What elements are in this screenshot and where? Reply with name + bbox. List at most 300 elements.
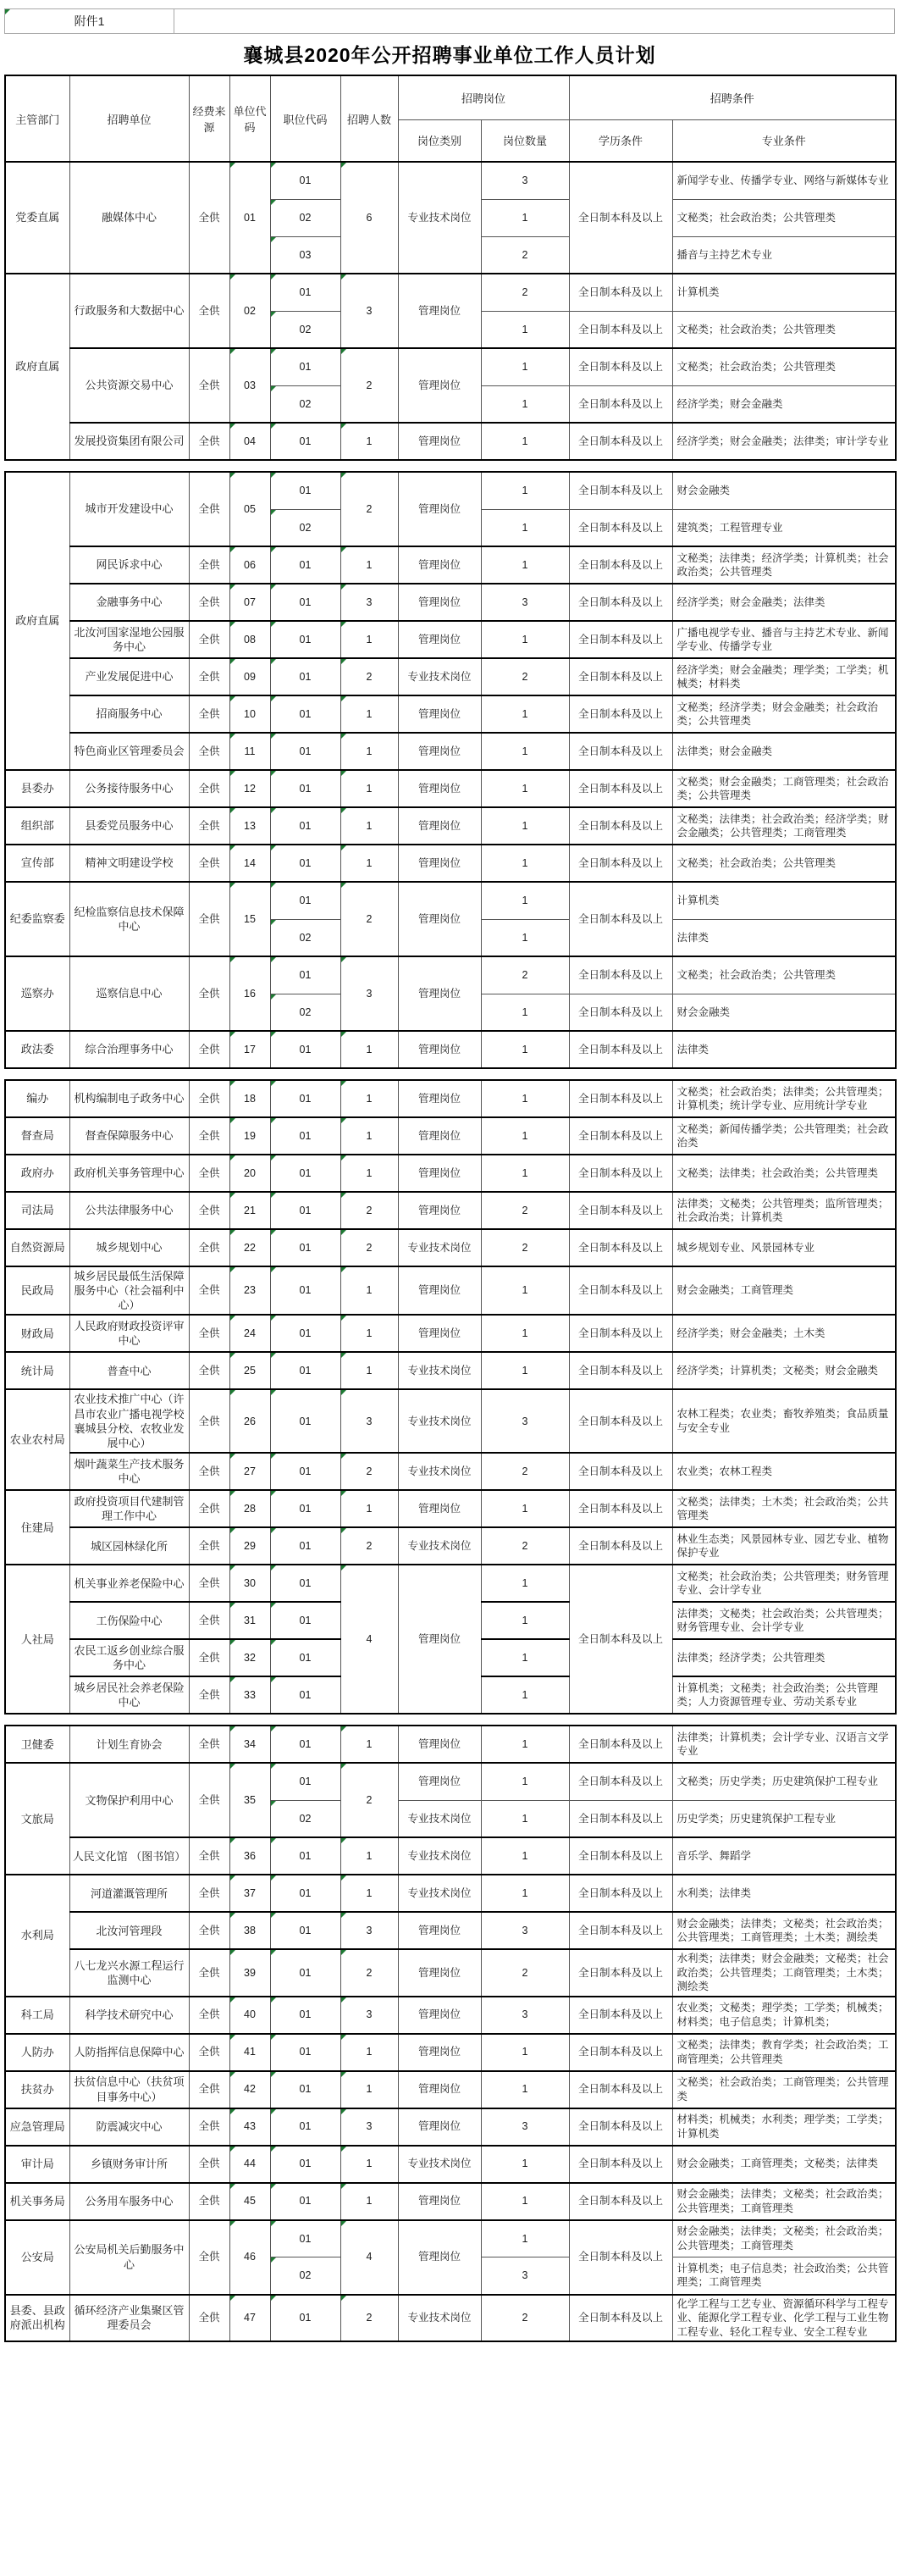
- post-count-cell: 1: [481, 2071, 569, 2108]
- major-cell: 文秘类；社会政治类；公共管理类: [672, 311, 896, 348]
- post-type-cell: 管理岗位: [398, 472, 481, 546]
- edu-cell: 全日制本科及以上: [569, 1229, 672, 1266]
- unit-code-cell: 23: [229, 1266, 270, 1315]
- post-count-cell: 1: [481, 2034, 569, 2071]
- major-cell: 文秘类；社会政治类；公共管理类: [672, 199, 896, 236]
- post-type-cell: 专业技术岗位: [398, 1837, 481, 1875]
- post-count-cell: 2: [481, 236, 569, 274]
- funding-cell: 全供: [189, 348, 229, 423]
- unit-cell: 科学技术研究中心: [69, 1997, 189, 2034]
- recruit-num-cell: 2: [340, 1949, 398, 1997]
- unit-cell: 机构编制电子政务中心: [69, 1080, 189, 1117]
- recruit-num-cell: 4: [340, 1565, 398, 1714]
- unit-cell: 城乡居民最低生活保障服务中心（社会福利中心）: [69, 1266, 189, 1315]
- funding-cell: 全供: [189, 956, 229, 1031]
- dept-cell: 党委直属: [5, 162, 69, 274]
- edu-cell: 全日制本科及以上: [569, 658, 672, 695]
- table-row: [5, 695, 896, 733]
- recruit-num-cell: 6: [340, 162, 398, 274]
- post-type-cell: 管理岗位: [398, 1726, 481, 1763]
- unit-cell: 城区园林绿化所: [69, 1527, 189, 1565]
- unit-code-cell: 01: [229, 162, 270, 274]
- edu-cell: 全日制本科及以上: [569, 2034, 672, 2071]
- post-count-cell: 1: [481, 509, 569, 546]
- dept-cell: 自然资源局: [5, 1229, 69, 1266]
- table-row: [5, 845, 896, 882]
- table-row: [5, 1352, 896, 1389]
- post-type-cell: 专业技术岗位: [398, 1527, 481, 1565]
- unit-code-cell: 38: [229, 1912, 270, 1949]
- table-row: [5, 1565, 896, 1602]
- major-cell: 经济学类；计算机类；文秘类；财会金融类: [672, 1352, 896, 1389]
- major-cell: 播音与主持艺术专业: [672, 236, 896, 274]
- funding-cell: 全供: [189, 1726, 229, 1763]
- dept-cell: 住建局: [5, 1490, 69, 1565]
- pos-code-cell: 01: [270, 2183, 340, 2220]
- major-cell: 财会金融类；法律类；文秘类；社会政治类；公共管理类；工商管理类: [672, 2220, 896, 2257]
- attachment-row: [4, 8, 895, 34]
- post-type-cell: 管理岗位: [398, 1080, 481, 1117]
- post-type-cell: 管理岗位: [398, 1565, 481, 1714]
- funding-cell: 全供: [189, 546, 229, 584]
- table-row: [5, 2183, 896, 2220]
- post-count-cell: 1: [481, 1763, 569, 1800]
- post-count-cell: 1: [481, 1837, 569, 1875]
- table-row: [5, 956, 896, 994]
- post-type-cell: 专业技术岗位: [398, 1352, 481, 1389]
- recruit-num-cell: 3: [340, 274, 398, 348]
- funding-cell: 全供: [189, 2183, 229, 2220]
- unit-code-cell: 05: [229, 472, 270, 546]
- funding-cell: 全供: [189, 2108, 229, 2146]
- recruit-num-cell: 1: [340, 2146, 398, 2183]
- unit-code-cell: 43: [229, 2108, 270, 2146]
- edu-cell: 全日制本科及以上: [569, 1565, 672, 1714]
- pos-code-cell: 02: [270, 1800, 340, 1837]
- recruit-num-cell: 1: [340, 1155, 398, 1192]
- edu-cell: 全日制本科及以上: [569, 584, 672, 621]
- post-type-cell: 管理岗位: [398, 956, 481, 1031]
- header-cond-group: 招聘条件: [569, 75, 896, 119]
- unit-cell: 人防指挥信息保障中心: [69, 2034, 189, 2071]
- unit-cell: 网民诉求中心: [69, 546, 189, 584]
- major-cell: 文秘类；社会政治类；法律类；公共管理类；计算机类；统计学专业、应用统计学专业: [672, 1080, 896, 1117]
- edu-cell: 全日制本科及以上: [569, 994, 672, 1031]
- pos-code-cell: 01: [270, 807, 340, 845]
- recruit-num-cell: 1: [340, 1490, 398, 1527]
- unit-code-cell: 12: [229, 770, 270, 807]
- unit-cell: 防震减灾中心: [69, 2108, 189, 2146]
- unit-code-cell: 31: [229, 1602, 270, 1639]
- post-count-cell: 2: [481, 1453, 569, 1490]
- pos-code-cell: 01: [270, 621, 340, 658]
- table-row: [5, 1080, 896, 1117]
- dept-cell: 政府办: [5, 1155, 69, 1192]
- funding-cell: 全供: [189, 162, 229, 274]
- major-cell: 林业生态类；风景园林专业、园艺专业、植物保护专业: [672, 1527, 896, 1565]
- post-count-cell: 1: [481, 311, 569, 348]
- unit-cell: 政府机关事务管理中心: [69, 1155, 189, 1192]
- table-row: [5, 348, 896, 385]
- pos-code-cell: 01: [270, 1229, 340, 1266]
- post-type-cell: 专业技术岗位: [398, 1229, 481, 1266]
- table-row: [5, 1763, 896, 1800]
- table-row: [5, 1315, 896, 1352]
- dept-cell: 司法局: [5, 1192, 69, 1229]
- major-cell: 法律类；计算机类；会计学专业、汉语言文学专业: [672, 1726, 896, 1763]
- edu-cell: 全日制本科及以上: [569, 1352, 672, 1389]
- major-cell: 法律类；财会金融类: [672, 733, 896, 770]
- funding-cell: 全供: [189, 1117, 229, 1155]
- funding-cell: 全供: [189, 472, 229, 546]
- post-type-cell: 管理岗位: [398, 2071, 481, 2108]
- post-count-cell: 3: [481, 2108, 569, 2146]
- post-type-cell: 管理岗位: [398, 882, 481, 956]
- post-count-cell: 1: [481, 2220, 569, 2257]
- recruit-num-cell: 2: [340, 882, 398, 956]
- unit-code-cell: 03: [229, 348, 270, 423]
- pos-code-cell: 01: [270, 956, 340, 994]
- post-count-cell: 1: [481, 1639, 569, 1676]
- recruit-num-cell: 1: [340, 1080, 398, 1117]
- unit-cell: 公共法律服务中心: [69, 1192, 189, 1229]
- unit-cell: 公共资源交易中心: [69, 348, 189, 423]
- recruitment-table-section-2: [4, 471, 897, 1069]
- post-type-cell: 专业技术岗位: [398, 1800, 481, 1837]
- funding-cell: 全供: [189, 1490, 229, 1527]
- major-cell: 法律类: [672, 919, 896, 956]
- unit-cell: 文物保护利用中心: [69, 1763, 189, 1837]
- post-count-cell: 1: [481, 919, 569, 956]
- edu-cell: 全日制本科及以上: [569, 1490, 672, 1527]
- unit-cell: 县委党员服务中心: [69, 807, 189, 845]
- major-cell: 文秘类；社会政治类；公共管理类: [672, 348, 896, 385]
- unit-cell: 工伤保险中心: [69, 1602, 189, 1639]
- pos-code-cell: 02: [270, 919, 340, 956]
- post-count-cell: 3: [481, 1997, 569, 2034]
- post-type-cell: 管理岗位: [398, 1912, 481, 1949]
- dept-cell: 县委办: [5, 770, 69, 807]
- funding-cell: 全供: [189, 1389, 229, 1453]
- edu-cell: 全日制本科及以上: [569, 162, 672, 274]
- recruit-num-cell: 1: [340, 1315, 398, 1352]
- funding-cell: 全供: [189, 1639, 229, 1676]
- recruit-num-cell: 1: [340, 2034, 398, 2071]
- funding-cell: 全供: [189, 733, 229, 770]
- pos-code-cell: 01: [270, 2220, 340, 2257]
- table-row: [5, 2220, 896, 2257]
- unit-cell: 融媒体中心: [69, 162, 189, 274]
- funding-cell: 全供: [189, 1997, 229, 2034]
- unit-code-cell: 10: [229, 695, 270, 733]
- unit-cell: 巡察信息中心: [69, 956, 189, 1031]
- funding-cell: 全供: [189, 1155, 229, 1192]
- pos-code-cell: 01: [270, 1155, 340, 1192]
- recruit-num-cell: 1: [340, 770, 398, 807]
- post-count-cell: 1: [481, 882, 569, 919]
- post-type-cell: 管理岗位: [398, 1192, 481, 1229]
- funding-cell: 全供: [189, 1266, 229, 1315]
- post-type-cell: 管理岗位: [398, 584, 481, 621]
- table-row: [5, 658, 896, 695]
- unit-code-cell: 18: [229, 1080, 270, 1117]
- post-type-cell: 管理岗位: [398, 1031, 481, 1068]
- unit-code-cell: 14: [229, 845, 270, 882]
- unit-code-cell: 19: [229, 1117, 270, 1155]
- edu-cell: 全日制本科及以上: [569, 1389, 672, 1453]
- major-cell: 财会金融类；工商管理类；文秘类；法律类: [672, 2146, 896, 2183]
- pos-code-cell: 02: [270, 311, 340, 348]
- post-count-cell: 1: [481, 1155, 569, 1192]
- unit-code-cell: 22: [229, 1229, 270, 1266]
- pos-code-cell: 01: [270, 1997, 340, 2034]
- major-cell: 经济学类；财会金融类；法律类: [672, 584, 896, 621]
- major-cell: 建筑类；工程管理专业: [672, 509, 896, 546]
- recruitment-table-section-3: [4, 1079, 897, 1715]
- major-cell: 经济学类；财会金融类；理学类；工学类；机械类；材料类: [672, 658, 896, 695]
- header-dept: 主管部门: [5, 75, 69, 162]
- unit-cell: 河道灌溉管理所: [69, 1875, 189, 1912]
- unit-code-cell: 24: [229, 1315, 270, 1352]
- post-count-cell: 3: [481, 584, 569, 621]
- post-count-cell: 1: [481, 1800, 569, 1837]
- post-type-cell: 管理岗位: [398, 546, 481, 584]
- post-count-cell: 1: [481, 1602, 569, 1639]
- edu-cell: 全日制本科及以上: [569, 423, 672, 460]
- post-type-cell: 管理岗位: [398, 2183, 481, 2220]
- unit-cell: 公务用车服务中心: [69, 2183, 189, 2220]
- post-count-cell: 1: [481, 1726, 569, 1763]
- major-cell: 文秘类；社会政治类；工商管理类；公共管理类: [672, 2071, 896, 2108]
- table-row: [5, 1155, 896, 1192]
- pos-code-cell: 01: [270, 2295, 340, 2342]
- pos-code-cell: 01: [270, 1117, 340, 1155]
- table-row: [5, 546, 896, 584]
- edu-cell: 全日制本科及以上: [569, 1763, 672, 1800]
- dept-cell: 机关事务局: [5, 2183, 69, 2220]
- pos-code-cell: 01: [270, 2146, 340, 2183]
- pos-code-cell: 01: [270, 658, 340, 695]
- header-major: 专业条件: [672, 119, 896, 162]
- unit-cell: 北汝河管理段: [69, 1912, 189, 1949]
- table-body-section-1: [5, 162, 896, 460]
- edu-cell: 全日制本科及以上: [569, 1266, 672, 1315]
- pos-code-cell: 01: [270, 1726, 340, 1763]
- post-count-cell: 1: [481, 845, 569, 882]
- post-count-cell: 1: [481, 1565, 569, 1602]
- funding-cell: 全供: [189, 1080, 229, 1117]
- pos-code-cell: 02: [270, 994, 340, 1031]
- major-cell: 水利类；法律类；财会金融类；文秘类；社会政治类；公共管理类；工商管理类；土木类；测绘类: [672, 1949, 896, 1997]
- pos-code-cell: 01: [270, 1031, 340, 1068]
- unit-cell: 烟叶蔬菜生产技术服务中心: [69, 1453, 189, 1490]
- pos-code-cell: 01: [270, 1837, 340, 1875]
- recruitment-table-section-1: [4, 75, 897, 461]
- major-cell: 材料类；机械类；水利类；理学类；工学类；计算机类: [672, 2108, 896, 2146]
- funding-cell: 全供: [189, 882, 229, 956]
- table-row: [5, 1389, 896, 1453]
- table-row: [5, 2108, 896, 2146]
- edu-cell: 全日制本科及以上: [569, 956, 672, 994]
- funding-cell: 全供: [189, 1875, 229, 1912]
- dept-cell: 人社局: [5, 1565, 69, 1714]
- funding-cell: 全供: [189, 1676, 229, 1714]
- major-cell: 财会金融类；工商管理类: [672, 1266, 896, 1315]
- pos-code-cell: 01: [270, 162, 340, 199]
- funding-cell: 全供: [189, 807, 229, 845]
- post-type-cell: 专业技术岗位: [398, 2146, 481, 2183]
- major-cell: 文秘类；法律类；社会政治类；经济学类；财会金融类；公共管理类；工商管理类: [672, 807, 896, 845]
- major-cell: 文秘类；财会金融类；工商管理类；社会政治类；公共管理类: [672, 770, 896, 807]
- post-count-cell: 1: [481, 2183, 569, 2220]
- recruit-num-cell: 2: [340, 348, 398, 423]
- table-row: [5, 1726, 896, 1763]
- major-cell: 财会金融类: [672, 994, 896, 1031]
- recruit-num-cell: 1: [340, 1352, 398, 1389]
- major-cell: 财会金融类: [672, 472, 896, 509]
- dept-cell: 统计局: [5, 1352, 69, 1389]
- post-type-cell: 管理岗位: [398, 695, 481, 733]
- unit-code-cell: 37: [229, 1875, 270, 1912]
- post-type-cell: 管理岗位: [398, 1266, 481, 1315]
- pos-code-cell: 01: [270, 1676, 340, 1714]
- unit-cell: 八七龙兴水源工程运行监测中心: [69, 1949, 189, 1997]
- unit-cell: 扶贫信息中心（扶贫项目事务中心）: [69, 2071, 189, 2108]
- funding-cell: 全供: [189, 2220, 229, 2295]
- edu-cell: 全日制本科及以上: [569, 2108, 672, 2146]
- table-row: [5, 1949, 896, 1997]
- major-cell: 城乡规划专业、风景园林专业: [672, 1229, 896, 1266]
- unit-code-cell: 36: [229, 1837, 270, 1875]
- edu-cell: 全日制本科及以上: [569, 1997, 672, 2034]
- major-cell: 文秘类；社会政治类；公共管理类: [672, 845, 896, 882]
- pos-code-cell: 01: [270, 274, 340, 311]
- post-count-cell: 1: [481, 1117, 569, 1155]
- major-cell: 文秘类；新闻传播学类；公共管理类；社会政治类: [672, 1117, 896, 1155]
- attachment-label: 附件1: [4, 8, 174, 34]
- funding-cell: 全供: [189, 274, 229, 348]
- post-type-cell: 管理岗位: [398, 733, 481, 770]
- funding-cell: 全供: [189, 1352, 229, 1389]
- pos-code-cell: 01: [270, 1639, 340, 1676]
- unit-code-cell: 29: [229, 1527, 270, 1565]
- funding-cell: 全供: [189, 695, 229, 733]
- major-cell: 农业类；文秘类；理学类；工学类；机械类；材料类；电子信息类；计算机类；: [672, 1997, 896, 2034]
- major-cell: 广播电视学专业、播音与主持艺术专业、新闻学专业、传播学专业: [672, 621, 896, 658]
- dept-cell: 民政局: [5, 1266, 69, 1315]
- post-type-cell: 管理岗位: [398, 1763, 481, 1800]
- table-row: [5, 472, 896, 509]
- post-type-cell: 专业技术岗位: [398, 658, 481, 695]
- edu-cell: 全日制本科及以上: [569, 2071, 672, 2108]
- pos-code-cell: 01: [270, 2034, 340, 2071]
- table-row: [5, 423, 896, 460]
- unit-code-cell: 07: [229, 584, 270, 621]
- post-type-cell: 专业技术岗位: [398, 1875, 481, 1912]
- unit-cell: 行政服务和大数据中心: [69, 274, 189, 348]
- recruit-num-cell: 2: [340, 1527, 398, 1565]
- pos-code-cell: 01: [270, 845, 340, 882]
- unit-cell: 普查中心: [69, 1352, 189, 1389]
- recruit-num-cell: 2: [340, 472, 398, 546]
- table-row: [5, 274, 896, 311]
- post-count-cell: 3: [481, 1389, 569, 1453]
- edu-cell: 全日制本科及以上: [569, 2183, 672, 2220]
- unit-code-cell: 32: [229, 1639, 270, 1676]
- post-count-cell: 3: [481, 2257, 569, 2295]
- major-cell: 文秘类；法律类；经济学类；计算机类；社会政治类；公共管理类: [672, 546, 896, 584]
- funding-cell: 全供: [189, 2034, 229, 2071]
- edu-cell: 全日制本科及以上: [569, 1875, 672, 1912]
- major-cell: 计算机类；电子信息类；社会政治类；公共管理类；工商管理类: [672, 2257, 896, 2295]
- table-row: [5, 1192, 896, 1229]
- unit-code-cell: 08: [229, 621, 270, 658]
- post-count-cell: 3: [481, 1912, 569, 1949]
- table-row: [5, 621, 896, 658]
- major-cell: 法律类；文秘类；公共管理类；监所管理类；社会政治类；计算机类: [672, 1192, 896, 1229]
- post-count-cell: 1: [481, 1266, 569, 1315]
- pos-code-cell: 01: [270, 1192, 340, 1229]
- post-type-cell: 管理岗位: [398, 274, 481, 348]
- post-type-cell: 管理岗位: [398, 770, 481, 807]
- recruit-num-cell: 1: [340, 2071, 398, 2108]
- recruitment-table-section-4: [4, 1725, 897, 2342]
- unit-cell: 循环经济产业集聚区管理委员会: [69, 2295, 189, 2342]
- dept-cell: 公安局: [5, 2220, 69, 2295]
- pos-code-cell: 01: [270, 1949, 340, 1997]
- pos-code-cell: 01: [270, 1912, 340, 1949]
- table-row: [5, 1490, 896, 1527]
- recruit-num-cell: 3: [340, 584, 398, 621]
- recruit-num-cell: 2: [340, 2295, 398, 2342]
- table-row: [5, 2146, 896, 2183]
- post-count-cell: 1: [481, 621, 569, 658]
- recruit-num-cell: 1: [340, 621, 398, 658]
- unit-cell: 金融事务中心: [69, 584, 189, 621]
- funding-cell: 全供: [189, 2071, 229, 2108]
- dept-cell: 农业农村局: [5, 1389, 69, 1490]
- post-count-cell: 1: [481, 733, 569, 770]
- unit-cell: 督查保障服务中心: [69, 1117, 189, 1155]
- dept-cell: 人防办: [5, 2034, 69, 2071]
- post-type-cell: 管理岗位: [398, 1997, 481, 2034]
- recruit-num-cell: 2: [340, 1763, 398, 1837]
- table-row: [5, 1875, 896, 1912]
- post-type-cell: 专业技术岗位: [398, 1389, 481, 1453]
- edu-cell: 全日制本科及以上: [569, 1726, 672, 1763]
- unit-cell: 北汝河国家湿地公园服务中心: [69, 621, 189, 658]
- unit-cell: 城乡居民社会养老保险中心: [69, 1676, 189, 1714]
- recruit-num-cell: 1: [340, 546, 398, 584]
- edu-cell: 全日制本科及以上: [569, 1837, 672, 1875]
- post-type-cell: 专业技术岗位: [398, 162, 481, 274]
- edu-cell: 全日制本科及以上: [569, 770, 672, 807]
- post-type-cell: 管理岗位: [398, 1490, 481, 1527]
- major-cell: 水利类；法律类: [672, 1875, 896, 1912]
- unit-code-cell: 35: [229, 1763, 270, 1837]
- unit-cell: 人民文化馆 （图书馆）: [69, 1837, 189, 1875]
- pos-code-cell: 01: [270, 584, 340, 621]
- major-cell: 化学工程与工艺专业、资源循环科学与工程专业、能源化学工程专业、化学工程与工业生物工程专业、轻化工程专业、安全工程专业: [672, 2295, 896, 2342]
- post-count-cell: 1: [481, 1080, 569, 1117]
- unit-code-cell: 41: [229, 2034, 270, 2071]
- pos-code-cell: 01: [270, 1565, 340, 1602]
- pos-code-cell: 01: [270, 770, 340, 807]
- major-cell: 新闻学专业、传播学专业、网络与新媒体专业: [672, 162, 896, 199]
- unit-code-cell: 26: [229, 1389, 270, 1453]
- unit-cell: 人民政府财政投资评审中心: [69, 1315, 189, 1352]
- unit-cell: 产业发展促进中心: [69, 658, 189, 695]
